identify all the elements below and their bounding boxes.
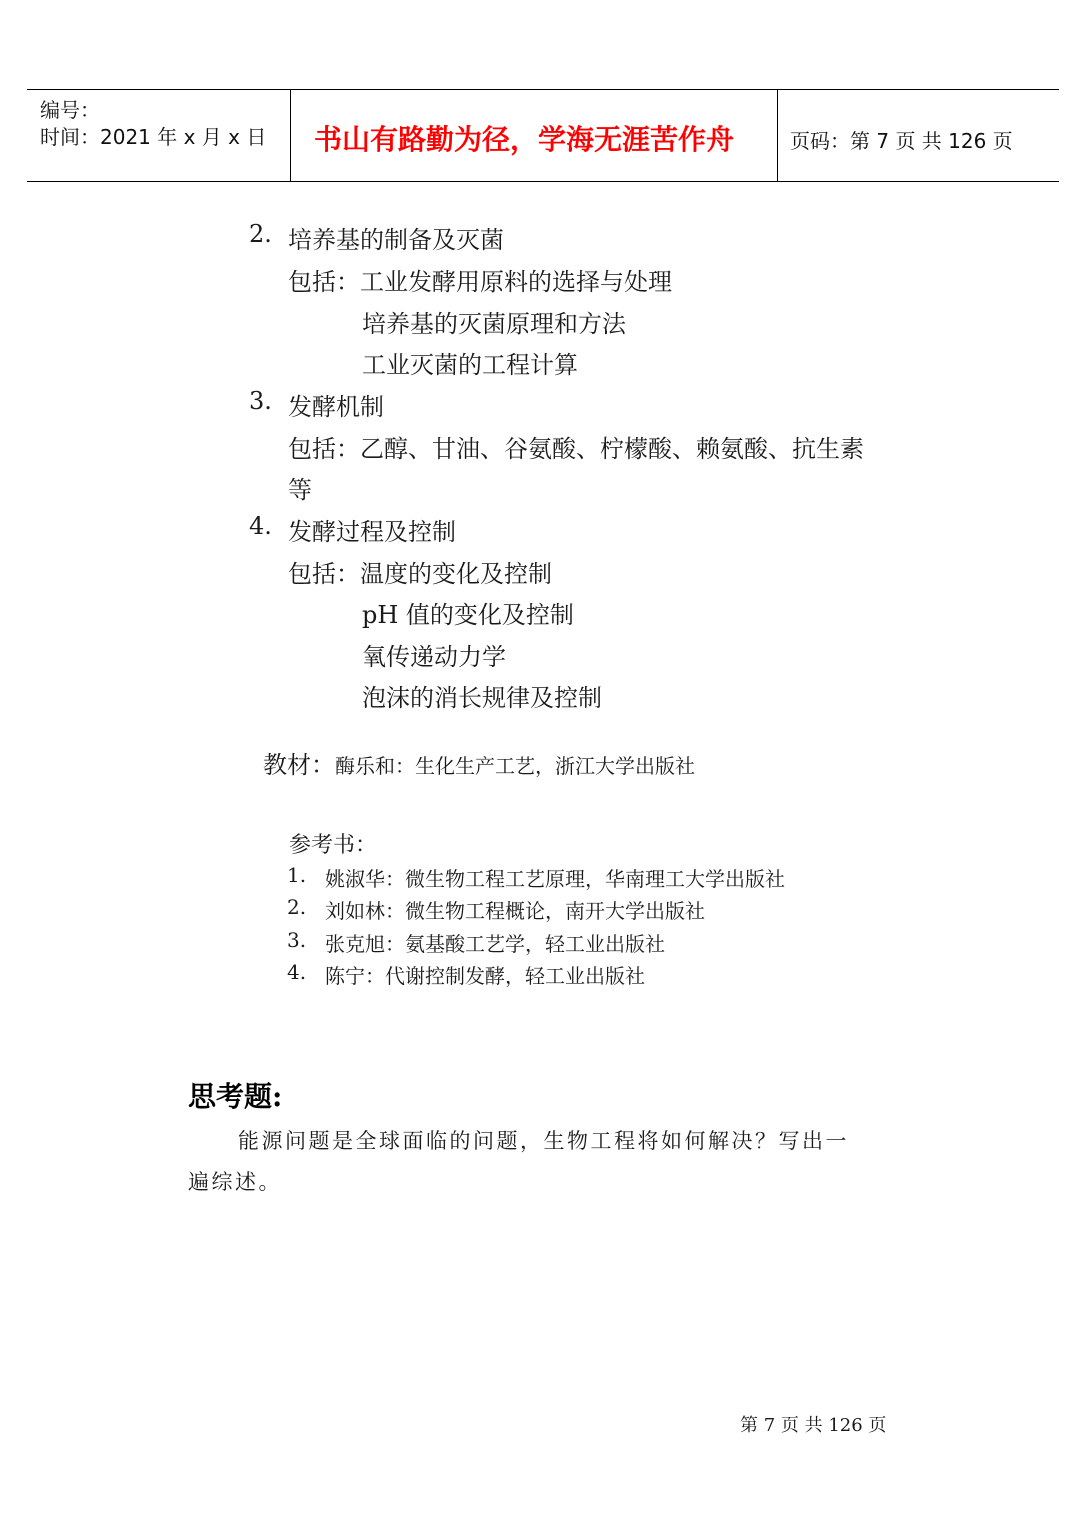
outline-2-line-3: 工业灭菌的工程计算 [362,351,578,379]
outline-4-line-1: 包括：温度的变化及控制 [288,560,552,588]
outline-number-3: 3. [249,387,272,415]
question-line-1: 能源问题是全球面临的问题，生物工程将如何解决？写出一 [238,1129,849,1153]
outline-4-line-2: pH 值的变化及控制 [362,601,574,629]
textbook-line [263,745,695,780]
textbook-label: 教材： [263,751,335,779]
outline-number-4: 4. [249,512,272,540]
outline-2-line-1: 包括：工业发酵用原料的选择与处理 [288,268,672,296]
date-label: 时间：2021 年 x 月 x 日 [40,125,267,149]
reference-text-2: 刘如林：微生物工程概论，南开大学出版社 [325,899,705,923]
outline-4-line-4: 泡沫的消长规律及控制 [362,684,602,712]
outline-3-line-1: 包括：乙醇、甘油、谷氨酸、柠檬酸、赖氨酸、抗生素 [288,435,864,463]
outline-4-line-3: 氧传递动力学 [362,643,506,671]
reference-text-3: 张克旭：氨基酸工艺学，轻工业出版社 [325,932,665,956]
outline-2-line-2: 培养基的灭菌原理和方法 [362,310,626,338]
outline-title-3: 发酵机制 [288,393,384,421]
textbook-text: 酶乐和：生化生产工艺，浙江大学出版社 [335,754,695,778]
header-divider-right [777,90,778,182]
reference-number-3: 3. [287,928,307,952]
outline-number-2: 2. [249,220,272,248]
outline-title-4: 发酵过程及控制 [288,518,456,546]
header-motto: 书山有路勤为径，学海无涯苦作舟 [314,123,735,156]
header-page-indicator: 页码：第 7 页 共 126 页 [790,129,1013,153]
serial-number-label: 编号： [40,98,100,122]
reference-number-1: 1. [287,863,307,887]
reference-text-4: 陈宁：代谢控制发酵，轻工业出版社 [325,964,645,988]
question-heading: 思考题: [188,1080,283,1113]
reference-number-4: 4. [287,960,307,984]
header-divider-left [290,90,291,182]
question-line-2: 遍综述。 [188,1170,282,1194]
footer-page-number: 第 7 页 共 126 页 [740,1415,887,1436]
references-title: 参考书： [289,833,378,858]
reference-text-1: 姚淑华：微生物工程工艺原理，华南理工大学出版社 [325,867,785,891]
header-bottom-border [27,181,1059,182]
header-top-border [27,89,1059,90]
reference-number-2: 2. [287,895,307,919]
outline-title-2: 培养基的制备及灭菌 [288,226,504,254]
outline-3-line-2: 等 [288,476,312,504]
